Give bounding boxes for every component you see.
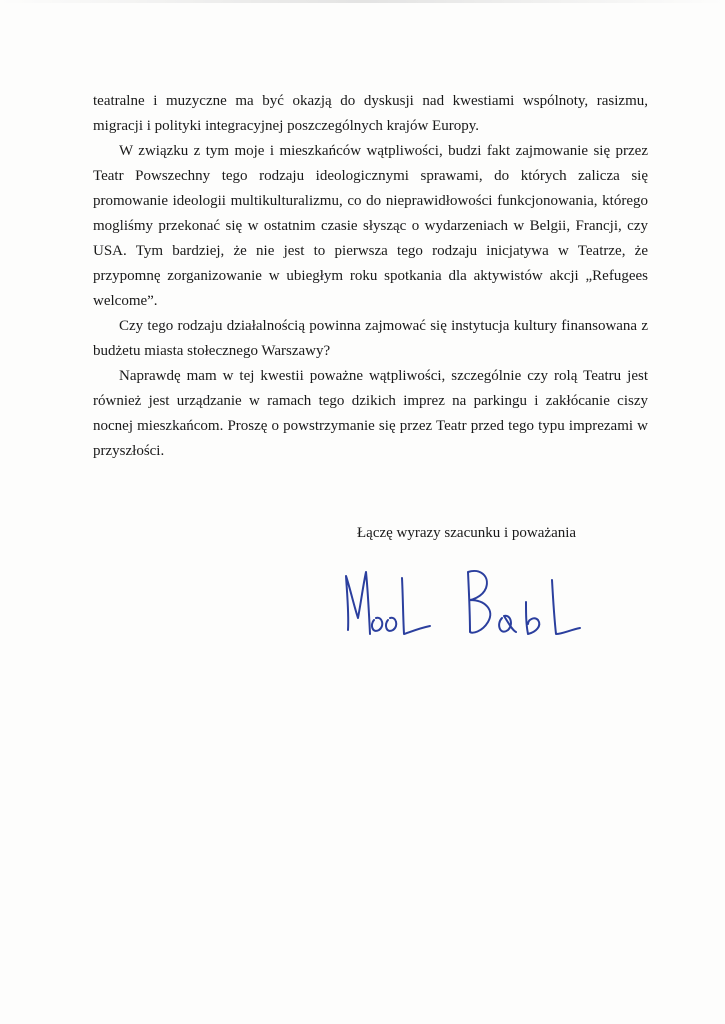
handwritten-signature (330, 558, 600, 658)
paragraph-continuation: teatralne i muzyczne ma być okazją do dyskusji nad kwestiami wspólnoty, rasizmu, migracji i polityki integracyjnej poszczególnych krajów Europy. (93, 93, 648, 134)
paragraph-question: Czy tego rodzaju działalnością powinna zajmować się instytucja kultury finansowana z budżetu miasta stołecznego Warszawy? (93, 318, 648, 359)
paragraph-concerns: Naprawdę mam w tej kwestii poważne wątpliwości, szczególnie czy rolą Teatru jest również jest urządzanie w ramach tego dzikich imprez na parkingu i zakłócanie ciszy nocnej mieszkańcom. Proszę o powstrzymanie się przez Teatr przed tego typu imprezami w przyszłości. (93, 368, 648, 459)
closing-salutation: Łączę wyrazy szacunku i poważania (357, 525, 577, 541)
paragraph-doubts: W związku z tym moje i mieszkańców wątpliwości, budzi fakt zajmowanie się przez Teatr Powszechny tego rodzaju ideologicznymi sprawami, do których zalicza się promowanie ideologii multikulturalizmu, co do nieprawidłowości funkcjonowania, którego mogliśmy przekonać się w ostatnim czasie słysząc o wydarzeniach w Belgii, Francji, czy USA. Tym bardziej, że nie jest to pierwsza tego rodzaju inicjatywa w Teatrze, że przypomnę zorganizowanie w ubiegłym roku spotkania dla aktywistów akcji „Refugees welcome”. (93, 143, 648, 309)
letter-body (93, 89, 648, 464)
scan-edge-mark (0, 0, 725, 3)
